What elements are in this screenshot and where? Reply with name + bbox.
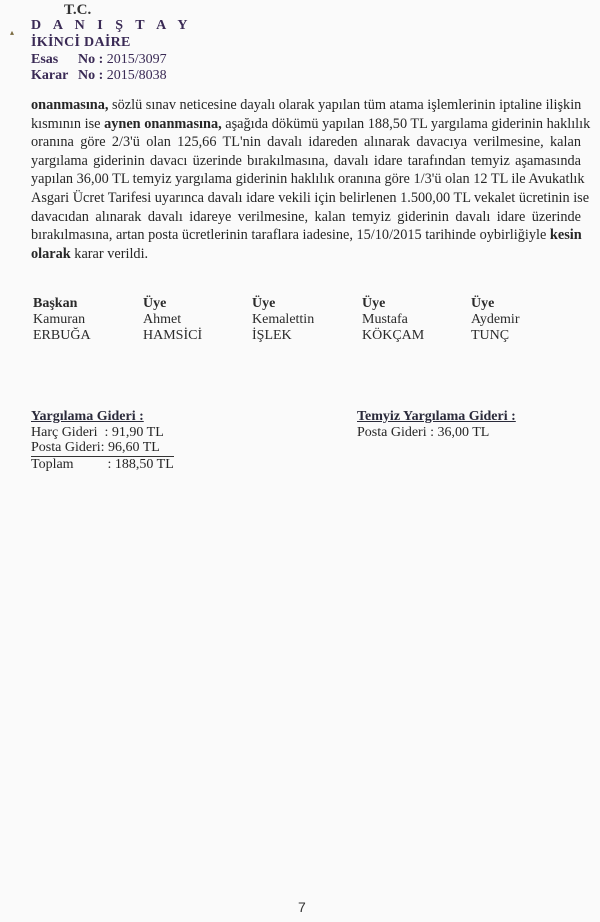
signature-president	[33, 296, 153, 344]
total-cost-row-wrap	[31, 457, 174, 473]
appeal-costs-title: Temyiz Yargılama Gideri :	[357, 409, 516, 424]
postal-cost-row-wrap	[31, 440, 174, 457]
signature-first-name: Ahmet	[143, 312, 182, 327]
signature-member-3	[362, 296, 482, 344]
signature-last-name: HAMSİCİ	[143, 328, 203, 343]
signature-first-name: Mustafa	[362, 312, 408, 327]
text-run: kısmının ise	[31, 115, 105, 132]
bold-text: onanmasına,	[31, 97, 109, 113]
karar-label: Karar	[31, 68, 69, 83]
paragraph-line	[31, 245, 581, 264]
postal-cost-label: Posta Gideri:	[31, 440, 105, 455]
bold-text: aynen onanmasına,	[104, 115, 222, 132]
paragraph-line	[31, 226, 581, 245]
signature-title: Başkan	[33, 296, 78, 311]
paragraph-line	[31, 115, 591, 134]
text-run: oranına göre 2/3'ü olan 125,66 TL'nin davalı idareden alınarak davacıya verilmesine, kalan	[31, 134, 581, 151]
total-cost-label: Toplam	[31, 456, 74, 472]
signature-title: Üye	[471, 296, 495, 311]
text-run: sözlü sınav neticesine dayalı olarak yapılan tüm atama işlemlerinin iptaline ilişkin	[108, 97, 582, 113]
page-number: 7	[298, 899, 306, 915]
paragraph-line	[31, 189, 590, 208]
signature-first-name: Kemalettin	[252, 312, 315, 327]
appeal-postal-cost-value: 36,00 TL	[437, 424, 490, 440]
text-run: davacıdan alınarak davalı idareye verilmesine, kalan temyiz giderinin davalı idare üzerinde	[31, 208, 581, 225]
signature-first-name: Aydemir	[471, 312, 520, 327]
trial-costs	[31, 409, 174, 472]
postal-cost-row	[31, 440, 160, 457]
total-cost-value: 188,50 TL	[114, 456, 174, 472]
text-run: karar verildi.	[70, 245, 149, 262]
appeal-postal-cost-sep: :	[430, 424, 434, 440]
signature-first-name: Kamuran	[33, 312, 86, 327]
postal-cost-value: 96,60 TL	[108, 440, 160, 455]
paragraph-line	[31, 170, 585, 189]
paragraph-line	[31, 152, 581, 171]
signature-last-name: KÖKÇAM	[362, 328, 425, 343]
total-cost-row	[31, 456, 174, 473]
signature-title: Üye	[252, 296, 276, 311]
signature-last-name: İŞLEK	[252, 328, 292, 343]
court-name: D A N I Ş T A Y	[31, 18, 193, 33]
karar-number-row	[31, 68, 167, 84]
fee-cost-value: 91,90 TL	[111, 424, 164, 440]
bold-text: olarak	[31, 245, 71, 262]
signature-block	[33, 296, 573, 346]
text-run: yargılama giderinin davacı üzerinde bırakılmasına, davalı idare tarafından temyiz aşamasında	[31, 152, 581, 169]
appeal-postal-cost-label: Posta Gideri	[357, 424, 427, 440]
text-run: Asgari Ücret Tarifesi uyarınca davalı idare vekili için belirlenen 1.500,00 TL vekalet ücretinin ise	[31, 189, 590, 206]
paragraph-line	[31, 133, 581, 152]
text-run: yapılan 36,00 TL temyiz yargılama giderinin haklılık oranına göre 1/3'ü olan 12 TL ile Avukatlık	[31, 171, 585, 188]
text-run: aşağıda dökümü yapılan 188,50 TL yargılama giderinin haklılık	[221, 115, 591, 132]
chamber-name: İKİNCİ DAİRE	[31, 35, 131, 50]
signature-title: Üye	[143, 296, 167, 311]
appeal-postal-cost-row	[357, 425, 516, 441]
signature-last-name: TUNÇ	[471, 328, 510, 343]
signature-member-2	[252, 296, 372, 344]
decision-paragraph	[31, 96, 591, 263]
signature-member-4	[471, 296, 591, 344]
total-cost-sep: :	[107, 456, 112, 472]
fee-cost-sep: :	[104, 424, 109, 440]
appeal-costs	[357, 409, 516, 440]
header-tc: T.C.	[64, 2, 92, 18]
signature-title: Üye	[362, 296, 386, 311]
text-run: bırakılmasına, artan posta ücretlerinin taraflara iadesine, 15/10/2015 tarihinde oybirliğiyle	[31, 227, 550, 244]
esas-number-row	[31, 52, 167, 68]
paragraph-line	[31, 96, 581, 115]
esas-no-label: No :	[78, 52, 104, 67]
fee-cost-label: Harç Gideri	[31, 424, 98, 440]
signature-member-1	[143, 296, 263, 344]
esas-number: 2015/3097	[106, 52, 167, 67]
karar-number: 2015/8038	[106, 68, 167, 83]
paragraph-line	[31, 208, 581, 227]
signature-last-name: ERBUĞA	[33, 328, 91, 343]
scan-mark: ▴	[10, 28, 15, 37]
esas-label: Esas	[31, 52, 59, 67]
karar-no-label: No :	[78, 68, 104, 83]
trial-costs-title: Yargılama Gideri :	[31, 409, 144, 424]
fee-cost-row	[31, 425, 174, 441]
bold-text: kesin	[549, 227, 582, 244]
